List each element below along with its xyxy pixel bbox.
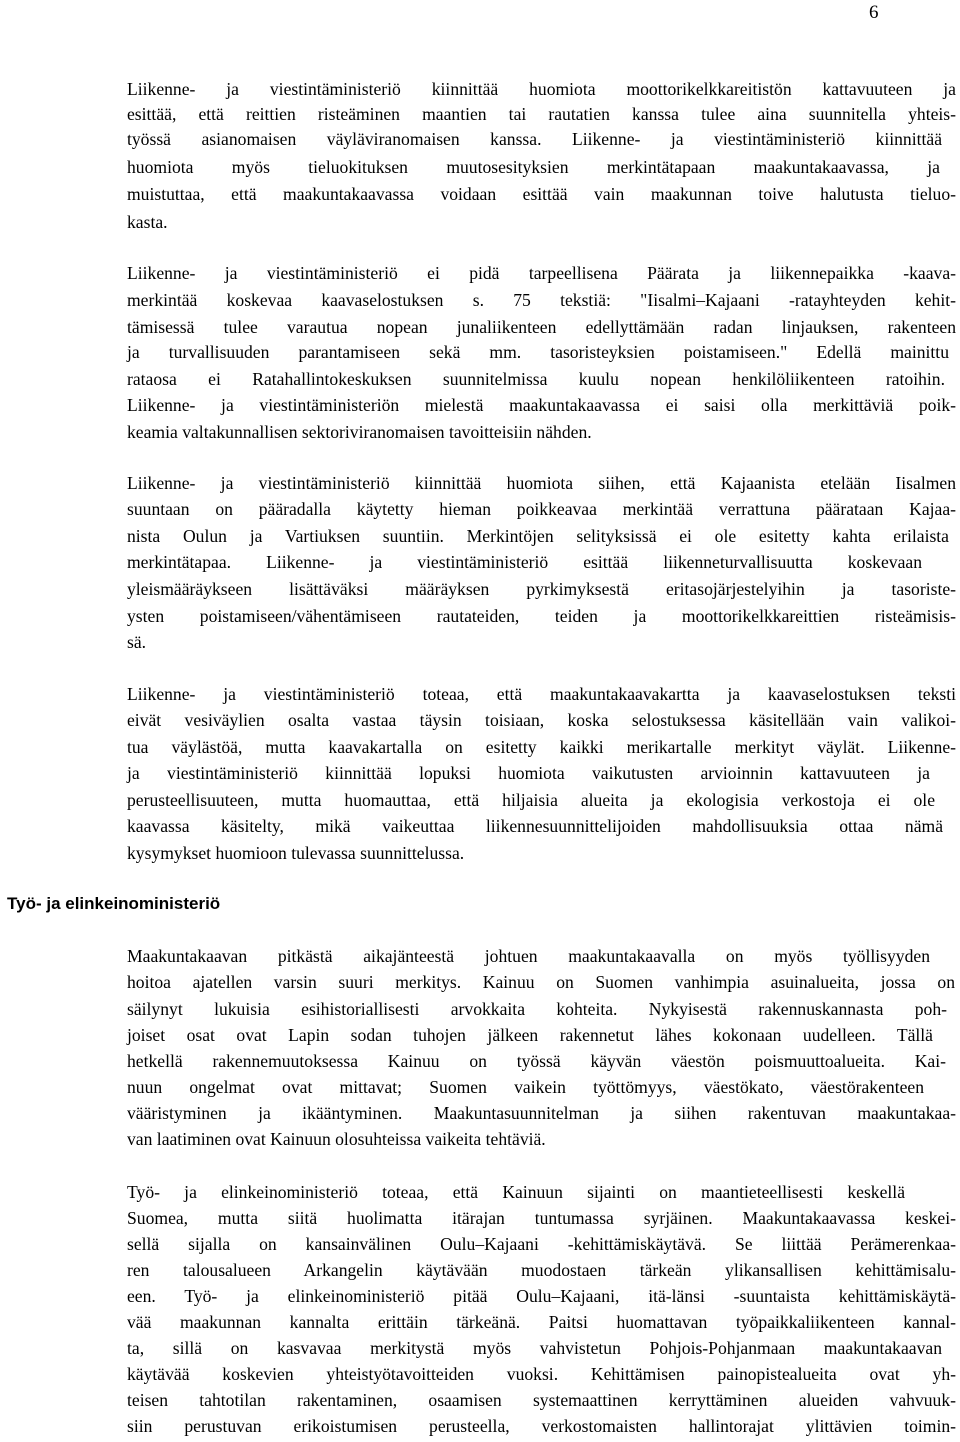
text-line: Liikenne- ja viestintäministeriö kiinnittää huomiota moottorikelkkareitistön kattavuuteen ja [127, 79, 956, 99]
text-line: ysten poistamiseen/vähentämiseen rautateiden, teiden ja moottorikelkkareittien risteämisis- [127, 606, 956, 626]
text-line: ja turvallisuuden parantamiseen sekä mm. tasoristeyksien poistamiseen." Edellä mainittu [127, 342, 949, 362]
text-line: vääristyminen ja ikääntyminen. Maakuntasuunnitelman ja siihen rakentuvan maakuntakaa- [127, 1103, 956, 1123]
text-line: ta, sillä on kasvavaa merkitystä myös vahvistetun Pohjois-Pohjanmaan maakuntakaavan [127, 1338, 942, 1358]
text-line: Maakuntakaavan pitkästä aikajänteestä johtuen maakuntakaavalla on myös työllisyyden [127, 946, 930, 966]
text-line: työssä asianomaisen väyläviranomaisen kanssa. Liikenne- ja viestintäministeriö kiinnittää [127, 129, 942, 149]
text-line: hetkellä rakennemuutoksessa Kainuu on työssä käyvän väestön poismuuttoalueita. Kai- [127, 1051, 946, 1071]
text-line: Liikenne- ja viestintäministeriö kiinnittää huomiota siihen, että Kajaanista etelään Iisalmen [127, 473, 956, 493]
text-line: käytävää koskevien yhteistyötavoitteiden vuoksi. Kehittämisen painopistealueita ovat yh- [127, 1364, 956, 1384]
text-line: perusteellisuuteen, mutta huomauttaa, että hiljaisia alueita ja ekologisia verkostoja ei ole [127, 790, 935, 810]
text-line: hoitoa ajatellen varsin suuri merkitys. Kainuu on Suomen vanhimpia asuinalueita, jossa on [127, 972, 955, 992]
text-line: een. Työ- ja elinkeinoministeriö pitää Oulu–Kajaani, itä-länsi -suuntaista kehittämiskäytä- [127, 1286, 956, 1306]
text-line: säilynyt lukuisia esihistoriallisesti arvokkaita kohteita. Nykyisestä rakennuskannasta poh- [127, 999, 947, 1019]
page-number: 6 [869, 2, 879, 23]
text-line: sellä sijalla on kansainvälinen Oulu–Kajaani -kehittämiskäytävä. Se liittää Perämerenkaa- [127, 1234, 956, 1254]
text-line: Työ- ja elinkeinoministeriö toteaa, että Kainuun sijainti on maantieteellisesti keskellä [127, 1182, 905, 1202]
text-line: tua väylästöä, mutta kaavakartalla on esitetty kaikki merikartalle merkityt väylät. Liikenne- [127, 737, 956, 757]
text-line: ja viestintäministeriö kiinnittää lopuksi huomiota vaikutusten arvioinnin kattavuuteen ja [127, 763, 930, 783]
text-line: joiset osat ovat Lapin sodan tuhojen jälkeen rakennetut lähes kokonaan uudelleen. Tällä [127, 1025, 933, 1045]
text-line: nista Oulun ja Vartiuksen suuntiin. Merkintöjen selityksissä ei ole esitetty kahta erilaista [127, 526, 949, 546]
text-line: sä. [127, 632, 147, 652]
text-line: van laatiminen ovat Kainuun olosuhteissa vaikeita tehtäviä. [127, 1129, 546, 1149]
text-line: vää maakunnan kannalta erittäin tärkeänä. Paitsi huomattavan työpaikkaliikenteen kannal- [127, 1312, 956, 1332]
text-line: muistuttaa, että maakuntakaavassa voidaan esittää vain maakunnan toive halutusta tieluo- [127, 184, 956, 204]
text-line: teisen tahtotilan rakentaminen, osaamisen systemaattinen kerryttäminen alueiden vahvuuk- [127, 1390, 956, 1410]
text-line: ren talousalueen Arkangelin käytävään muodostaen tärkeän ylikansallisen kehittämisalu- [127, 1260, 956, 1280]
text-line: nuun ongelmat ovat mittavat; Suomen vaikein työttömyys, väestökato, väestörakenteen [127, 1077, 924, 1097]
text-line: yleismääräykseen lisättäväksi määräyksen pyrkimyksestä eritasojärjestelyihin ja tasoriste- [127, 579, 956, 599]
text-line: siin perustuvan erikoistumisen perusteella, verkostomaisten hallintorajat ylittävien toimin- [127, 1416, 956, 1436]
text-line: Liikenne- ja viestintäministeriö toteaa, että maakuntakaavakartta ja kaavaselostuksen teksti [127, 684, 956, 704]
text-line: esittää, että reittien risteäminen maantien tai rautatien kanssa tulee aina suunnitella yhteis- [127, 104, 956, 124]
text-line: keamia valtakunnallisen sektoriviranomaisen tavoitteisiin nähden. [127, 422, 592, 442]
text-line: eivät vesiväylien osalta vastaa täysin toisiaan, koska selostuksessa käsitellään vain valikoi- [127, 710, 956, 730]
text-line: rataosa ei Ratahallintokeskuksen suunnitelmissa kuulu nopean henkilöliikenteen ratoihin. [127, 369, 945, 389]
text-line: merkintää koskevaa kaavaselostuksen s. 75 tekstiä: "Iisalmi–Kajaani -ratayhteyden kehit- [127, 290, 956, 310]
text-line: huomiota myös tieluokituksen muutosesityksien merkintätapaan maakuntakaavassa, ja [127, 157, 940, 177]
text-line: kysymykset huomioon tulevassa suunnittelussa. [127, 843, 465, 863]
text-line: Liikenne- ja viestintäministeriö ei pidä tarpeellisena Päärata ja liikennepaikka -kaava- [127, 263, 956, 283]
text-line: tämisessä tulee varautua nopean junaliikenteen edellyttämään radan linjauksen, rakenteen [127, 317, 956, 337]
text-line: suuntaan on pääradalla käytetty hieman poikkeavaa merkintää verrattuna päärataan Kajaa- [127, 499, 956, 519]
text-line: merkintätapaa. Liikenne- ja viestintäministeriö esittää liikenneturvallisuutta koskevaan [127, 552, 922, 572]
text-line: Suomea, mutta siitä huolimatta itärajan tuntumassa syrjäinen. Maakuntakaavassa keskei- [127, 1208, 956, 1228]
text-line: kaavassa käsitelty, mikä vaikeuttaa liikennesuunnittelijoiden mahdollisuuksia ottaa nämä [127, 816, 943, 836]
text-line: kasta. [127, 212, 168, 232]
section-heading-tem: Työ- ja elinkeinoministeriö [7, 894, 221, 913]
text-line: Liikenne- ja viestintäministeriön mielestä maakuntakaavassa ei saisi olla merkittäviä poik- [127, 395, 956, 415]
